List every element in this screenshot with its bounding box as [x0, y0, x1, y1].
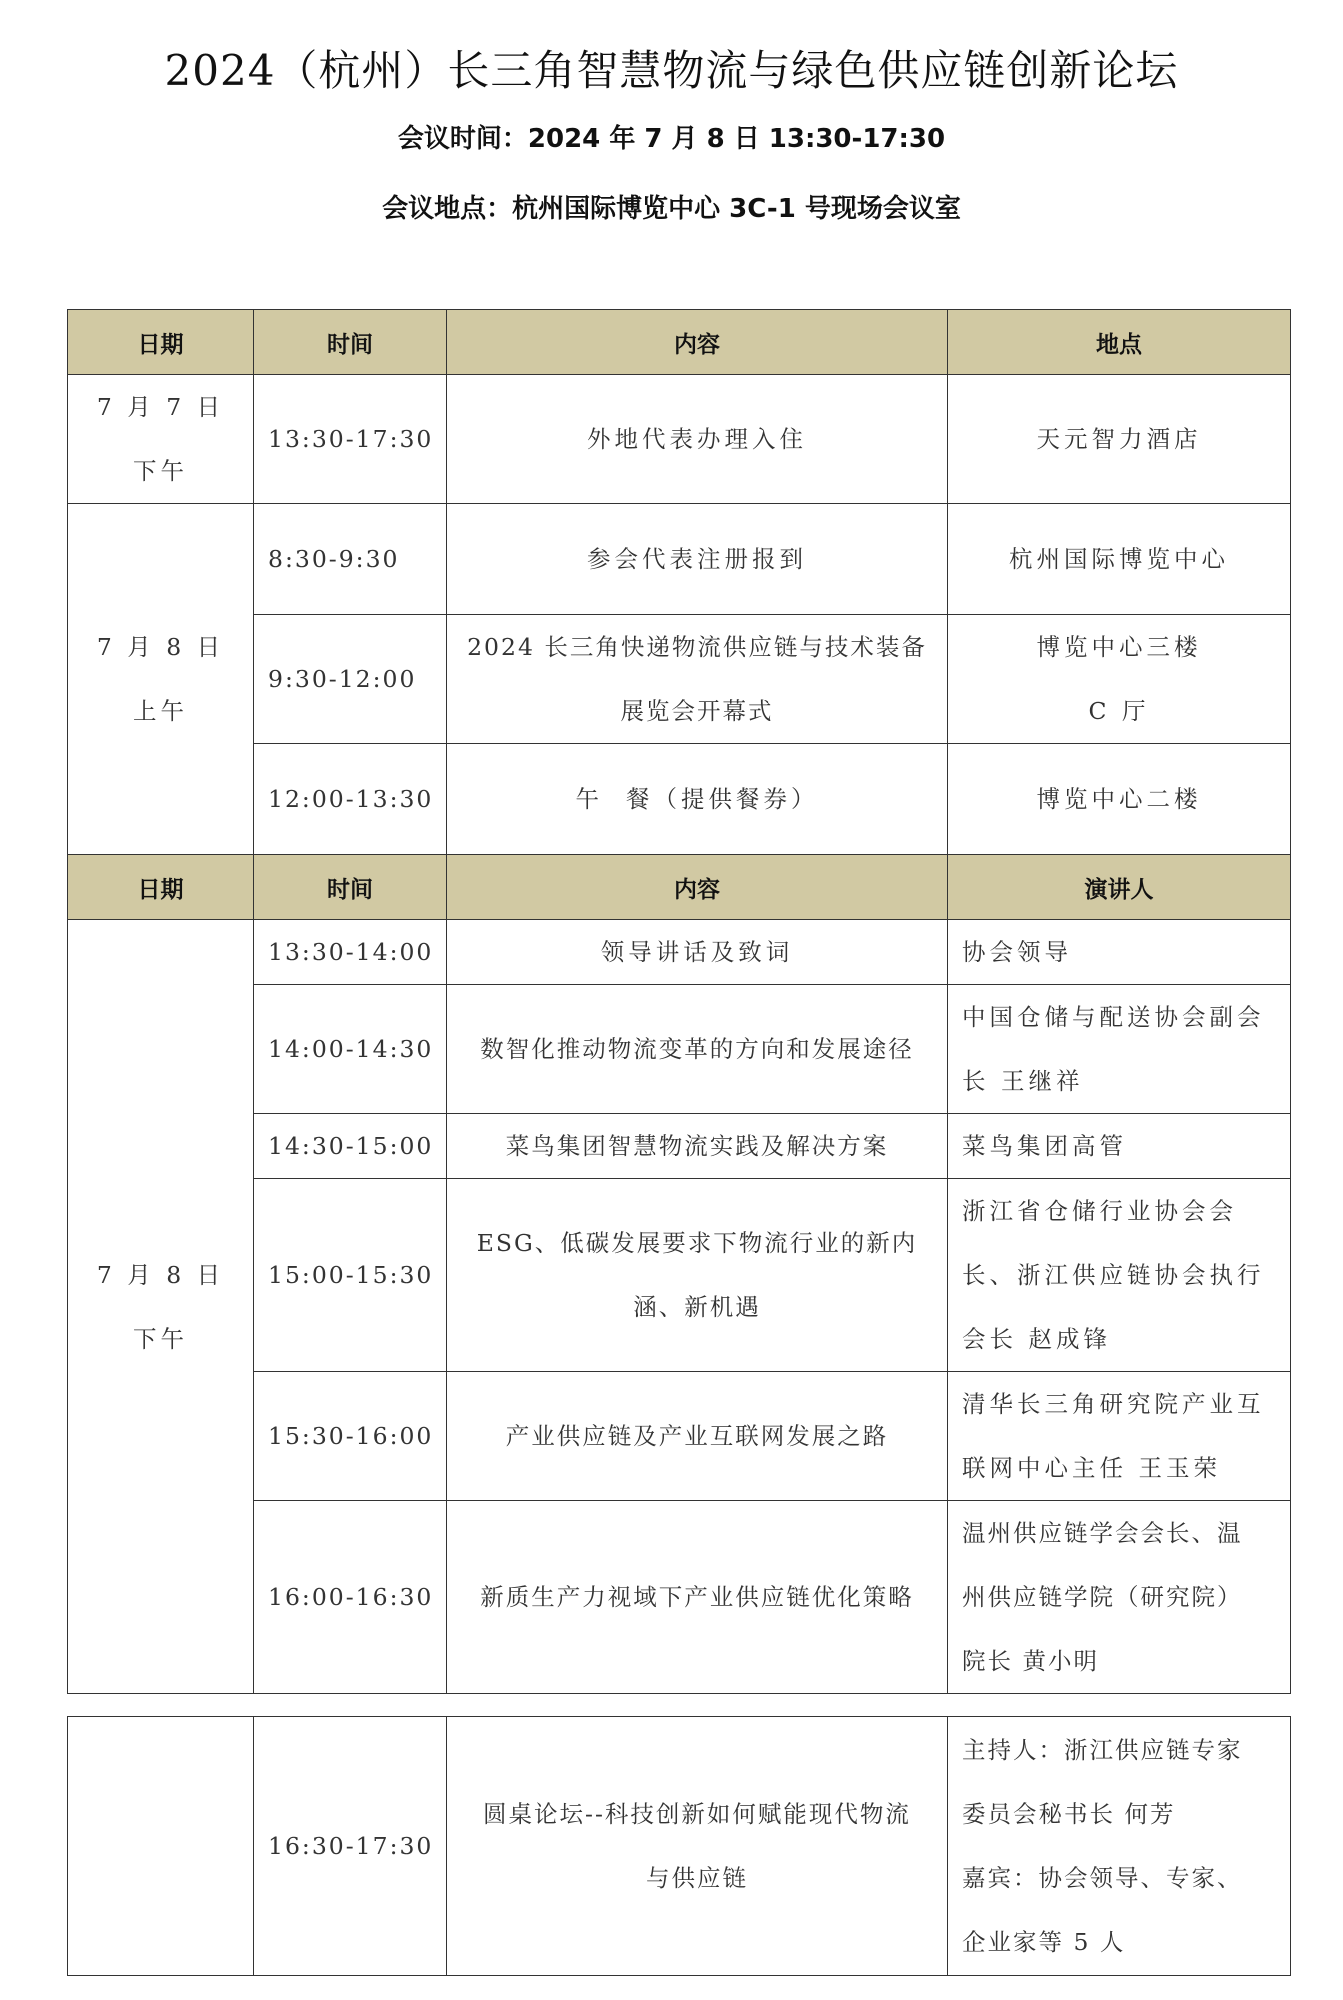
content-line: 新质生产力视域下产业供应链优化策略 — [480, 1583, 914, 1611]
content-cell — [447, 744, 948, 855]
content-line: 展览会开幕式 — [620, 697, 774, 725]
content-cell — [447, 1501, 948, 1694]
content-line: 2024 长三角快递物流供应链与技术装备 — [467, 633, 927, 661]
speaker-line: 长、浙江供应链协会执行 — [962, 1261, 1265, 1289]
speaker-line: 中国仓储与配送协会副会 — [962, 1003, 1265, 1031]
header-date: 日期 — [68, 855, 254, 920]
content-cell — [447, 615, 948, 744]
date-period: 下午 — [133, 457, 188, 485]
page-title: 2024（杭州）长三角智慧物流与绿色供应链创新论坛 — [164, 46, 1179, 95]
speaker-cell — [948, 1114, 1291, 1179]
header-content: 内容 — [447, 310, 948, 375]
speaker-cell — [948, 1372, 1291, 1501]
content-line: ESG、低碳发展要求下物流行业的新内 — [476, 1229, 918, 1257]
speaker-cell — [948, 985, 1291, 1114]
speaker-line: 企业家等 5 人 — [962, 1928, 1126, 1956]
meeting-location: 会议地点：杭州国际博览中心 3C-1 号现场会议室 — [382, 194, 961, 224]
content-line: 午 餐（提供餐券） — [575, 785, 819, 813]
time-cell: 14:30-15:00 — [254, 1114, 447, 1179]
schedule-table-main — [67, 309, 1291, 1694]
date-day: 7 月 7 日 — [96, 393, 225, 421]
content-cell — [447, 1717, 948, 1976]
time-cell: 13:30-17:30 — [254, 375, 447, 504]
content-line: 外地代表办理入住 — [587, 425, 807, 453]
time-cell: 9:30-12:00 — [254, 615, 447, 744]
time-cell: 16:00-16:30 — [254, 1501, 447, 1694]
date-day: 7 月 8 日 — [96, 633, 225, 661]
date-period: 上午 — [133, 697, 188, 725]
speaker-line: 院长 黄小明 — [962, 1647, 1099, 1675]
speaker-line: 联网中心主任 王玉荣 — [962, 1454, 1221, 1482]
header-date: 日期 — [68, 310, 254, 375]
date-period: 下午 — [133, 1324, 188, 1353]
content-cell — [447, 1179, 948, 1372]
table-row — [68, 504, 1291, 615]
speaker-line: 嘉宾：协会领导、专家、 — [962, 1864, 1243, 1892]
content-cell — [447, 504, 948, 615]
place-line: 博览中心二楼 — [1036, 785, 1202, 813]
content-line: 产业供应链及产业互联网发展之路 — [505, 1422, 889, 1450]
content-line: 涵、新机遇 — [633, 1293, 761, 1321]
meeting-time: 会议时间：2024 年 7 月 8 日 13:30-17:30 — [397, 124, 946, 154]
place-cell — [948, 504, 1291, 615]
speaker-line: 浙江省仓储行业协会会 — [962, 1197, 1237, 1225]
speaker-line: 协会领导 — [962, 938, 1072, 966]
time-cell: 15:00-15:30 — [254, 1179, 447, 1372]
speaker-cell — [948, 1717, 1291, 1976]
place-cell — [948, 375, 1291, 504]
table-row — [68, 920, 1291, 985]
time-cell: 15:30-16:00 — [254, 1372, 447, 1501]
time-cell: 12:00-13:30 — [254, 744, 447, 855]
content-cell — [447, 1372, 948, 1501]
content-cell — [447, 1114, 948, 1179]
time-cell: 14:00-14:30 — [254, 985, 447, 1114]
date-day: 7 月 8 日 — [96, 1260, 225, 1289]
speaker-cell — [948, 920, 1291, 985]
place-cell — [948, 615, 1291, 744]
place-line: C 厅 — [1088, 697, 1150, 725]
speaker-line: 会长 赵成锋 — [962, 1325, 1111, 1353]
header-content: 内容 — [447, 855, 948, 920]
header-place: 地点 — [948, 310, 1291, 375]
table-row — [68, 375, 1291, 504]
content-line: 数智化推动物流变革的方向和发展途径 — [480, 1035, 914, 1063]
content-line: 领导讲话及致词 — [600, 938, 794, 966]
date-cell — [68, 375, 254, 504]
date-cell — [68, 504, 254, 855]
date-cell — [68, 920, 254, 1694]
header-row — [68, 310, 1291, 375]
content-line: 圆桌论坛--科技创新如何赋能现代物流 — [483, 1800, 911, 1828]
speaker-line: 委员会秘书长 何芳 — [962, 1800, 1176, 1828]
speaker-line: 菜鸟集团高管 — [962, 1132, 1127, 1160]
schedule-table-roundtable — [67, 1716, 1291, 1976]
time-cell: 8:30-9:30 — [254, 504, 447, 615]
speaker-line: 清华长三角研究院产业互 — [962, 1390, 1265, 1418]
place-line: 杭州国际博览中心 — [1009, 545, 1229, 573]
header-row — [68, 855, 1291, 920]
content-cell — [447, 375, 948, 504]
content-cell — [447, 920, 948, 985]
header-time: 时间 — [254, 855, 447, 920]
speaker-line: 长 王继祥 — [962, 1067, 1084, 1095]
speaker-line: 温州供应链学会会长、温 — [962, 1519, 1243, 1547]
place-line: 博览中心三楼 — [1036, 633, 1202, 661]
speaker-line: 州供应链学院（研究院） — [962, 1583, 1243, 1611]
content-cell — [447, 985, 948, 1114]
speaker-line: 主持人：浙江供应链专家 — [962, 1736, 1243, 1764]
header-time: 时间 — [254, 310, 447, 375]
content-line: 参会代表注册报到 — [587, 545, 807, 573]
speaker-cell — [948, 1179, 1291, 1372]
time-cell: 16:30-17:30 — [254, 1717, 447, 1976]
header-speaker: 演讲人 — [948, 855, 1291, 920]
time-cell: 13:30-14:00 — [254, 920, 447, 985]
table-row — [68, 1717, 1291, 1976]
place-cell — [948, 744, 1291, 855]
speaker-cell — [948, 1501, 1291, 1694]
place-line: 天元智力酒店 — [1036, 425, 1202, 453]
content-line: 菜鸟集团智慧物流实践及解决方案 — [505, 1132, 889, 1160]
date-cell-empty — [68, 1717, 254, 1976]
content-line: 与供应链 — [646, 1864, 748, 1892]
